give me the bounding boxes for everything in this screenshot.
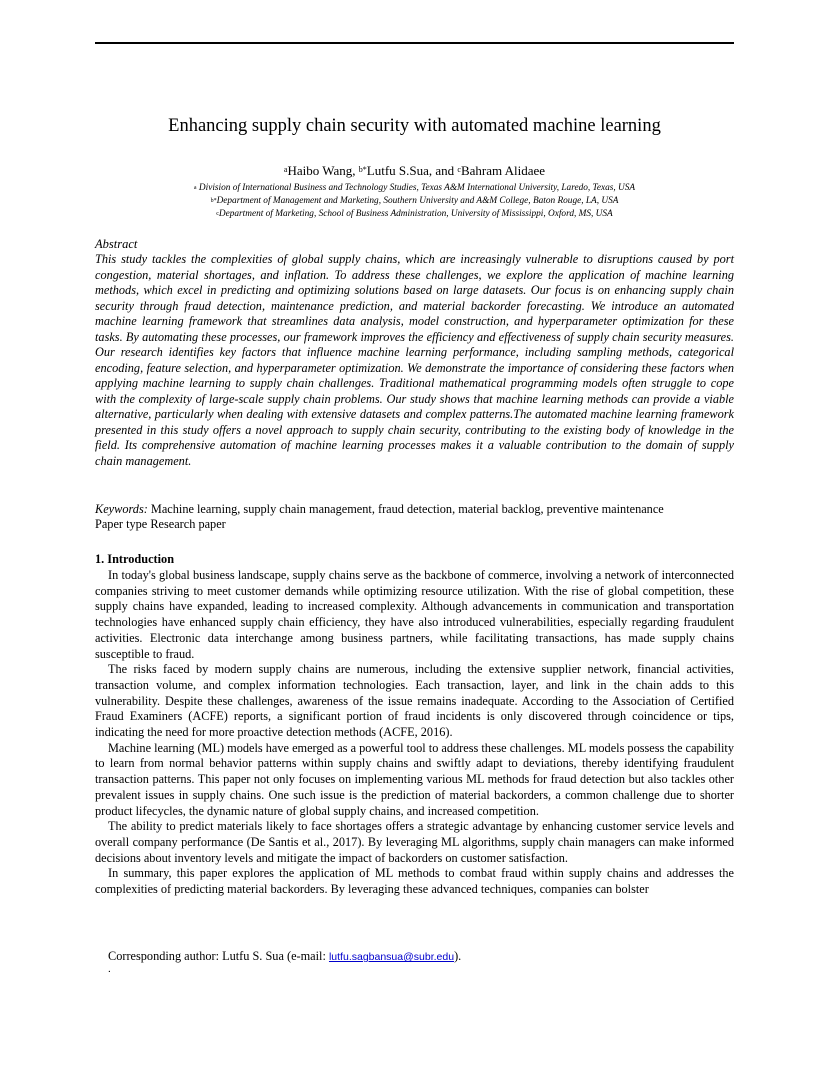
paper-type: Paper type Research paper [95,517,226,531]
author-2-name: Lutfu S.Sua, and [366,163,458,178]
corresponding-author-footnote [108,949,461,965]
affiliation-c [95,208,734,221]
email-link[interactable]: lutfu.sagbansua@subr.edu [328,951,455,963]
paragraph: Machine learning (ML) models have emerged as a powerful tool to address these challenges. ML models possess the capability to learn from normal behavior patterns within supply chains and swiftly adapt to deviations, thereby identifying fraudulent transaction patterns. This paper not only focuses on implementing various ML methods for fraud detection but also tackles other prevalent issues in supply chains. One such issue is the prediction of material backorders, a common challenge due to shorter product lifecycles, the dynamic nature of global supply chains, and increased competition. [95,740,734,818]
abstract-body: This study tackles the complexities of global supply chains, which are increasingly vulnerable to disruptions caused by port congestion, material shortages, and inflation. To address these challenges, we explore the application of machine learning methods, which excel in predicting and optimizing solutions based on large datasets. Our focus is on enhancing supply chain security through fraud detection, maintenance prediction, and material backorder forecasting. We introduce an automated machine learning framework that streamlines data analysis, model construction, and hyperparameter optimization for these tasks. By automating these processes, our framework improves the efficiency and effectiveness of supply chain security measures. Our research identifies key factors that influence machine learning performance, including sampling methods, categorical encoding, feature selection, and hyperparameter optimization. We demonstrate the importance of considering these factors when applying machine learning to supply chain challenges. Traditional mathematical programming models often struggle to cope with the complexity of large-scale supply chain problems. Our study shows that machine learning methods can provide a viable alternative, particularly when dealing with extensive datasets and complex patterns.The automated machine learning framework presented in this study offers a novel approach to supply chain security, contributing to the existing body of knowledge in the field. Its comprehensive automation of machine learning processes makes it a valuable contribution to the domain of supply chain management. [95,252,734,468]
footnote-prefix: Corresponding author: Lutfu S. Sua (e-mail: [108,949,329,963]
author-2-affil-mark: b* [358,165,367,174]
paragraph: The risks faced by modern supply chains are numerous, including the extensive supplier network, financial activities, transaction volume, and complex information technologies. Each transaction, layer, and link in the chain adds to this vulnerability. Despite these challenges, awareness of the issue remains inadequate. According to the Association of Certified Fraud Examiners (ACFE) reports, a significant portion of fraud incidents is only discovered through coincidence or tips, indicating the need for more proactive detection methods (ACFE, 2016). [95,662,734,740]
affiliation-b-mark: b* [210,198,217,204]
affiliations [95,182,734,221]
paragraph: In today's global business landscape, supply chains serve as the backbone of commerce, involving a network of interconnected companies striving to meet customer demands while optimizing resource utilization. With the rise of global competition, these supply chains have expanded, leading to increased complexity. Although advancements in communication and transportation technologies have enhanced supply chain efficiency, they have also introduced vulnerabilities, especially regarding fraudulent activities. Electronic data interchange among business partners, while facilitating transactions, has made supply chains susceptible to fraud. [95,568,734,661]
paragraph: In summary, this paper explores the application of ML methods to combat fraud within supply chains and addresses the complexities of predicting material backorders. By leveraging these advanced techniques, companies can bolster [95,866,734,897]
keywords-label: Keywords: [95,502,148,516]
author-3-name: Bahram Alidaee [460,163,546,178]
header-rule [95,42,734,44]
footnote-dot: . [108,963,111,975]
affiliation-b [95,195,734,208]
keywords-text: Machine learning, supply chain management, fraud detection, material backlog, preventive maintenance [147,502,664,516]
paragraph: The ability to predict materials likely to face shortages offers a strategic advantage by enhancing customer service levels and overall company performance (De Santis et al., 2017). By leveraging ML algorithms, supply chain managers can make informed decisions about inventory levels and mitigate the impact of backorders on customer satisfaction. [95,819,734,865]
affiliation-b-text: Department of Management and Marketing, Southern University and A&M College, Baton Rouge, LA, USA [216,196,619,206]
introduction-body [95,568,734,898]
affiliation-a [95,182,734,195]
author-1-name: Haibo Wang, [287,163,359,178]
author-1-affil-mark: a [283,165,288,174]
paper-title: Enhancing supply chain security with automated machine learning [168,116,661,136]
affiliation-a-text: Division of International Business and Technology Studies, Texas A&M International University, Laredo, Texas, USA [196,183,636,193]
affiliation-a-mark: a [193,185,197,191]
affiliation-c-mark: c [216,211,219,217]
author-3-affil-mark: c [457,165,461,174]
footnote-suffix: ). [454,949,462,963]
section-heading-introduction: 1. Introduction [95,552,175,566]
abstract-heading: Abstract [95,237,138,251]
affiliation-c-text: Department of Marketing, School of Business Administration, University of Mississippi, Oxford, MS, USA [218,209,613,219]
author-list [95,163,734,179]
keywords [95,502,734,517]
